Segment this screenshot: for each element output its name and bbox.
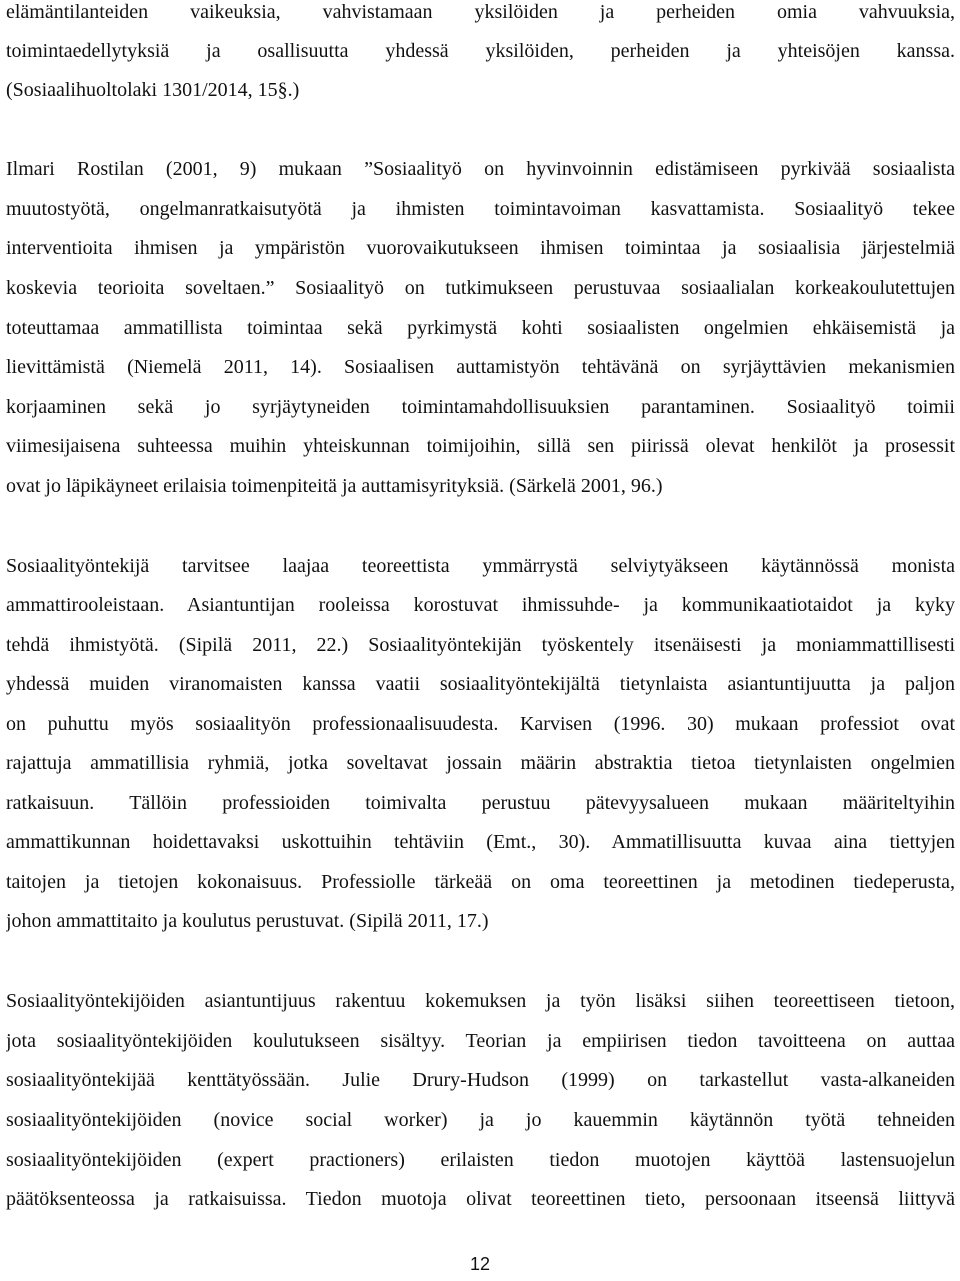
text-line: johon ammattitaito ja koulutus perustuvat. (Sipilä 2011, 17.) <box>6 910 489 932</box>
text-line: ovat jo läpikäyneet erilaisia toimenpiteitä ja auttamisyrityksiä. (Särkelä 2001, 96.) <box>6 475 663 497</box>
text-line: interventioita ihmisen ja ympäristön vuorovaikutukseen ihmisen toimintaa ja sosiaalisia järjestelmiä <box>6 237 955 259</box>
text-line: toteuttamaa ammatillista toimintaa sekä pyrkimystä kohti sosiaalisten ongelmien ehkäisemistä ja <box>6 317 955 339</box>
text-line: rajattuja ammatillisia ryhmiä, jotka soveltavat jossain määrin abstraktia tietoa tietynlaisten ongelmien <box>6 752 955 774</box>
text-line: korjaaminen sekä jo syrjäytyneiden toimintamahdollisuuksien parantaminen. Sosiaalityö toimii <box>6 396 955 418</box>
text-line: yhdessä muiden viranomaisten kanssa vaatii sosiaalityöntekijältä tietynlaista asiantuntijuutta ja paljon <box>6 673 955 695</box>
text-line: päätöksenteossa ja ratkaisuissa. Tiedon muotoja olivat teoreettinen tieto, persoonaan itseensä liittyvä <box>6 1188 955 1210</box>
text-line: taitojen ja tietojen kokonaisuus. Professiolle tärkeää on oma teoreettinen ja metodinen tiedeperusta, <box>6 871 955 893</box>
text-line: (Sosiaalihuoltolaki 1301/2014, 15§.) <box>6 79 300 101</box>
text-line: Sosiaalityöntekijä tarvitsee laajaa teoreettista ymmärrystä selviytyäkseen käytännössä monista <box>6 555 955 577</box>
text-line: toimintaedellytyksiä ja osallisuutta yhdessä yksilöiden, perheiden ja yhteisöjen kanssa. <box>6 40 955 62</box>
text-line: sosiaalityöntekijää kenttätyössään. Julie Drury-Hudson (1999) on tarkastellut vasta-alkaneiden <box>6 1069 955 1091</box>
text-line: Sosiaalityöntekijöiden asiantuntijuus rakentuu kokemuksen ja työn lisäksi siihen teoreettiseen tietoon, <box>6 990 955 1012</box>
text-line: sosiaalityöntekijöiden (expert practioners) erilaisten tiedon muotojen käyttöä lastensuojelun <box>6 1149 955 1171</box>
text-line: ammattikunnan hoidettavaksi uskottuihin tehtäviin (Emt., 30). Ammatillisuutta kuvaa aina tiettyjen <box>6 831 955 853</box>
text-line: elämäntilanteiden vaikeuksia, vahvistamaan yksilöiden ja perheiden omia vahvuuksia, <box>6 1 955 23</box>
text-line: on puhuttu myös sosiaalityön professionaalisuudesta. Karvisen (1996. 30) mukaan professiot ovat <box>6 713 955 735</box>
text-line: ammattirooleistaan. Asiantuntijan rooleissa korostuvat ihmissuhde- ja kommunikaatiotaidot ja kyky <box>6 594 955 616</box>
text-line: muutostyötä, ongelmanratkaisutyötä ja ihmisten toimintavoiman kasvattamista. Sosiaalityö tekee <box>6 198 955 220</box>
text-line: viimesijaisena suhteessa muihin yhteiskunnan toimijoihin, sillä sen piirissä olevat henkilöt ja prosessit <box>6 435 955 457</box>
text-line: lievittämistä (Niemelä 2011, 14). Sosiaalisen auttamistyön tehtävänä on syrjäyttävien mekanismien <box>6 356 955 378</box>
text-line: Ilmari Rostilan (2001, 9) mukaan ”Sosiaalityö on hyvinvoinnin edistämiseen pyrkivää sosiaalista <box>6 158 955 180</box>
page-number: 12 <box>469 1254 491 1274</box>
text-line: tehdä ihmistyötä. (Sipilä 2011, 22.) Sosiaalityöntekijän työskentely itsenäisesti ja moniammattillisesti <box>6 634 955 656</box>
text-line: koskevia teorioita soveltaen.” Sosiaalityö on tutkimukseen perustuvaa sosiaalialan korkeakoulutettujen <box>6 277 955 299</box>
text-line: ratkaisuun. Tällöin professioiden toimivalta perustuu pätevyysalueen mukaan määriteltyihin <box>6 792 955 814</box>
text-line: sosiaalityöntekijöiden (novice social worker) ja jo kauemmin käytännön työtä tehneiden <box>6 1109 955 1131</box>
text-line: jota sosiaalityöntekijöiden koulutukseen sisältyy. Teorian ja empiirisen tiedon tavoitteena on auttaa <box>6 1030 955 1052</box>
